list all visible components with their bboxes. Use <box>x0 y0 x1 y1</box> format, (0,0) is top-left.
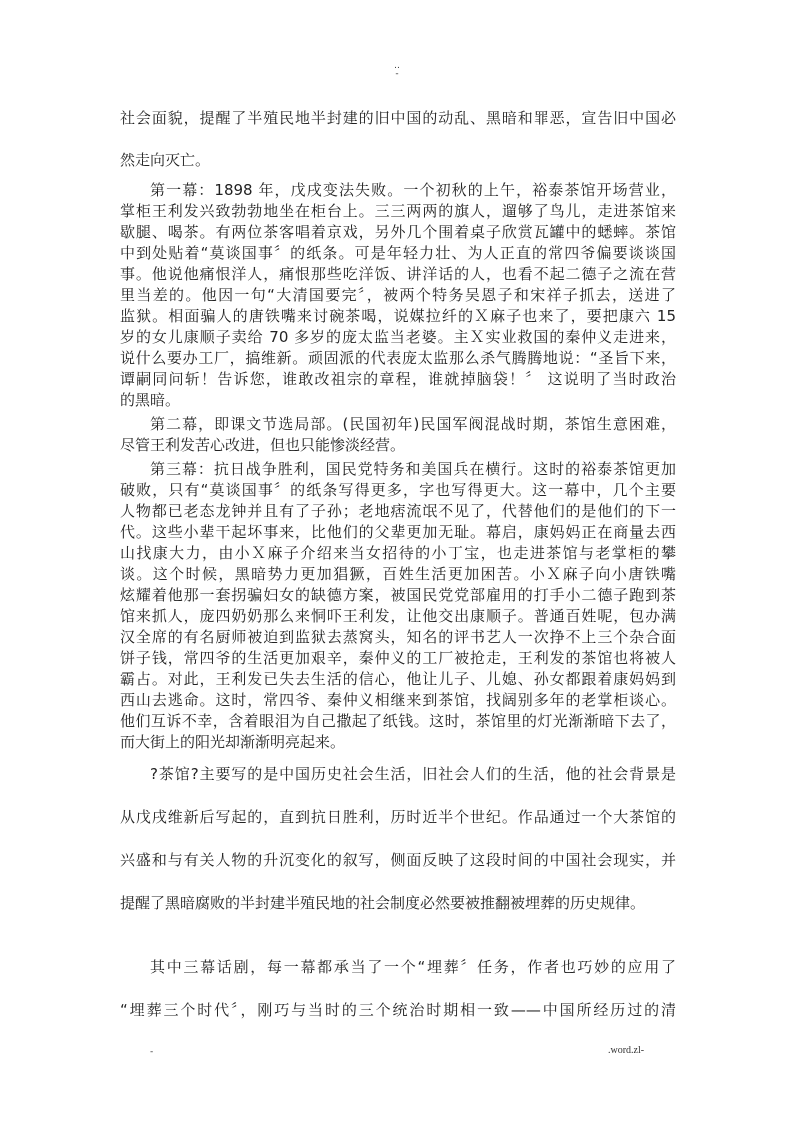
text-line: 第二幕，即课文节选局部。(民国初年)民国军阀混战时期，茶馆生意困难， <box>150 415 676 433</box>
footer-right: .word.zl- <box>608 1045 645 1056</box>
text-line: 霸占。对此，王利发已失去生活的信心，他让儿子、儿媳、孙女都跟着康妈妈到 <box>120 670 676 688</box>
page-header <box>0 62 794 78</box>
text-line: ?茶馆?主要写的是中国历史社会生活，旧社会人们的生活，他的社会背景是 <box>150 765 676 783</box>
text-line: 岁的女儿康顺子卖给 70 多岁的庞太监当老婆。主Ｘ实业救国的秦仲义走进来， <box>120 328 676 346</box>
text-line: 代。这些小辈干起坏事来，比他们的父辈更加无耻。幕启，康妈妈正在商量去西 <box>120 523 676 541</box>
text-line: 山找康大力，由小Ｘ麻子介绍来当女招待的小丁宝，也走进茶馆与老掌柜的攀 <box>120 544 676 562</box>
text-line: 谭嗣同问斩！告诉您，谁敢改祖宗的章程，谁就掉脑袋！〞 这说明了当时政治 <box>120 370 676 388</box>
text-line: 馆来抓人，庞四奶奶那么来恫吓王利发，让他交出康顺子。普通百姓呢，包办满 <box>120 607 676 625</box>
header-dots: .. <box>394 61 400 71</box>
text-line: “埋葬三个时代〞，刚巧与当时的三个统治时期相一致——中国所经历过的清 <box>120 1001 676 1019</box>
text-line: 他们互诉不幸，含着眼泪为自己撒起了纸钱。这时，茶馆里的灯光渐渐暗下去了， <box>120 712 676 730</box>
text-line: 掌柜王利发兴致勃勃地坐在柜台上。三三两两的旗人，遛够了鸟儿，走进茶馆来 <box>120 202 676 220</box>
text-line: 饼子钱，常四爷的生活更加艰辛，秦仲义的工厂被抢走，王利发的茶馆也将被人 <box>120 649 676 667</box>
text-line: 监狱。相面骗人的唐铁嘴来讨碗茶喝，说媒拉纤的Ｘ麻子也来了，要把康六 15 <box>120 307 676 325</box>
text-line: 第一幕：1898 年，戊戌变法失败。一个初秋的上午，裕泰茶馆开场营业， <box>150 181 676 199</box>
text-line: 炫耀着他那一套拐骗妇女的缺德方案，被国民党党部雇用的打手小二德子跑到茶 <box>120 586 676 604</box>
text-line: 汉全席的有名厨师被迫到监狱去蒸窝头，知名的评书艺人一次挣不上三个杂合面 <box>120 628 676 646</box>
text-line: 兴盛和与有关人物的升沉变化的叙写，侧面反映了这段时间的中国社会现实，并 <box>120 851 676 869</box>
text-line: 其中三幕话剧，每一幕都承当了一个“埋葬〞任务，作者也巧妙的应用了 <box>150 958 676 976</box>
footer-left: - <box>150 1047 154 1057</box>
text-line: 然走向灭亡。 <box>120 151 211 169</box>
text-line: 尽管王利发苦心改进，但也只能惨淡经营。 <box>120 436 406 454</box>
text-line: 谈。这个时候，黑暗势力更加猖獗，百姓生活更加困苦。小Ｘ麻子向小唐铁嘴 <box>120 565 676 583</box>
text-line: 事。他说他痛恨洋人，痛恨那些吃洋饭、讲洋话的人，也看不起二德子之流在营 <box>120 265 676 283</box>
text-line: 从戊戌维新后写起的，直到抗日胜利，历时近半个世纪。作品通过一个大茶馆的 <box>120 808 676 826</box>
header-dash: - <box>395 69 399 79</box>
text-line: 提醒了黑暗腐败的半封建半殖民地的社会制度必然要被推翻被埋葬的历史规律。 <box>120 894 646 912</box>
text-line: 中到处贴着“莫谈国事〞的纸条。可是年轻力壮、为人正直的常四爷偏要谈谈国 <box>120 244 676 262</box>
text-line: 社会面貌，提醒了半殖民地半封建的旧中国的动乱、黑暗和罪恶，宣告旧中国必 <box>120 109 676 127</box>
text-line: 破败，只有“莫谈国事〞的纸条写得更多，字也写得更大。这一幕中，几个主要 <box>120 481 676 499</box>
text-line: 西山去逃命。这时，常四爷、秦仲义相继来到茶馆，找阔别多年的老掌柜谈心。 <box>120 691 676 709</box>
text-line: 说什么要办工厂，搞维新。顽固派的代表庞太监那么杀气腾腾地说：“圣旨下来， <box>120 349 676 367</box>
text-line: 里当差的。他因一句“大清国要完〞，被两个特务吴恩子和宋祥子抓去，送进了 <box>120 286 676 304</box>
text-line: 歇腿、喝茶。有两位茶客唱着京戏，另外几个围着桌子欣赏瓦罐中的蟋蟀。茶馆 <box>120 223 676 241</box>
text-line: 而大街上的阳光却渐渐明亮起来。 <box>120 733 346 751</box>
text-line: 的黑暗。 <box>120 391 181 409</box>
text-line: 第三幕：抗日战争胜利，国民党特务和美国兵在横行。这时的裕泰茶馆更加 <box>150 460 676 478</box>
text-line: 人物都已老态龙钟并且有了子孙；老地痞流氓不见了，代替他们的是他们的下一 <box>120 502 676 520</box>
